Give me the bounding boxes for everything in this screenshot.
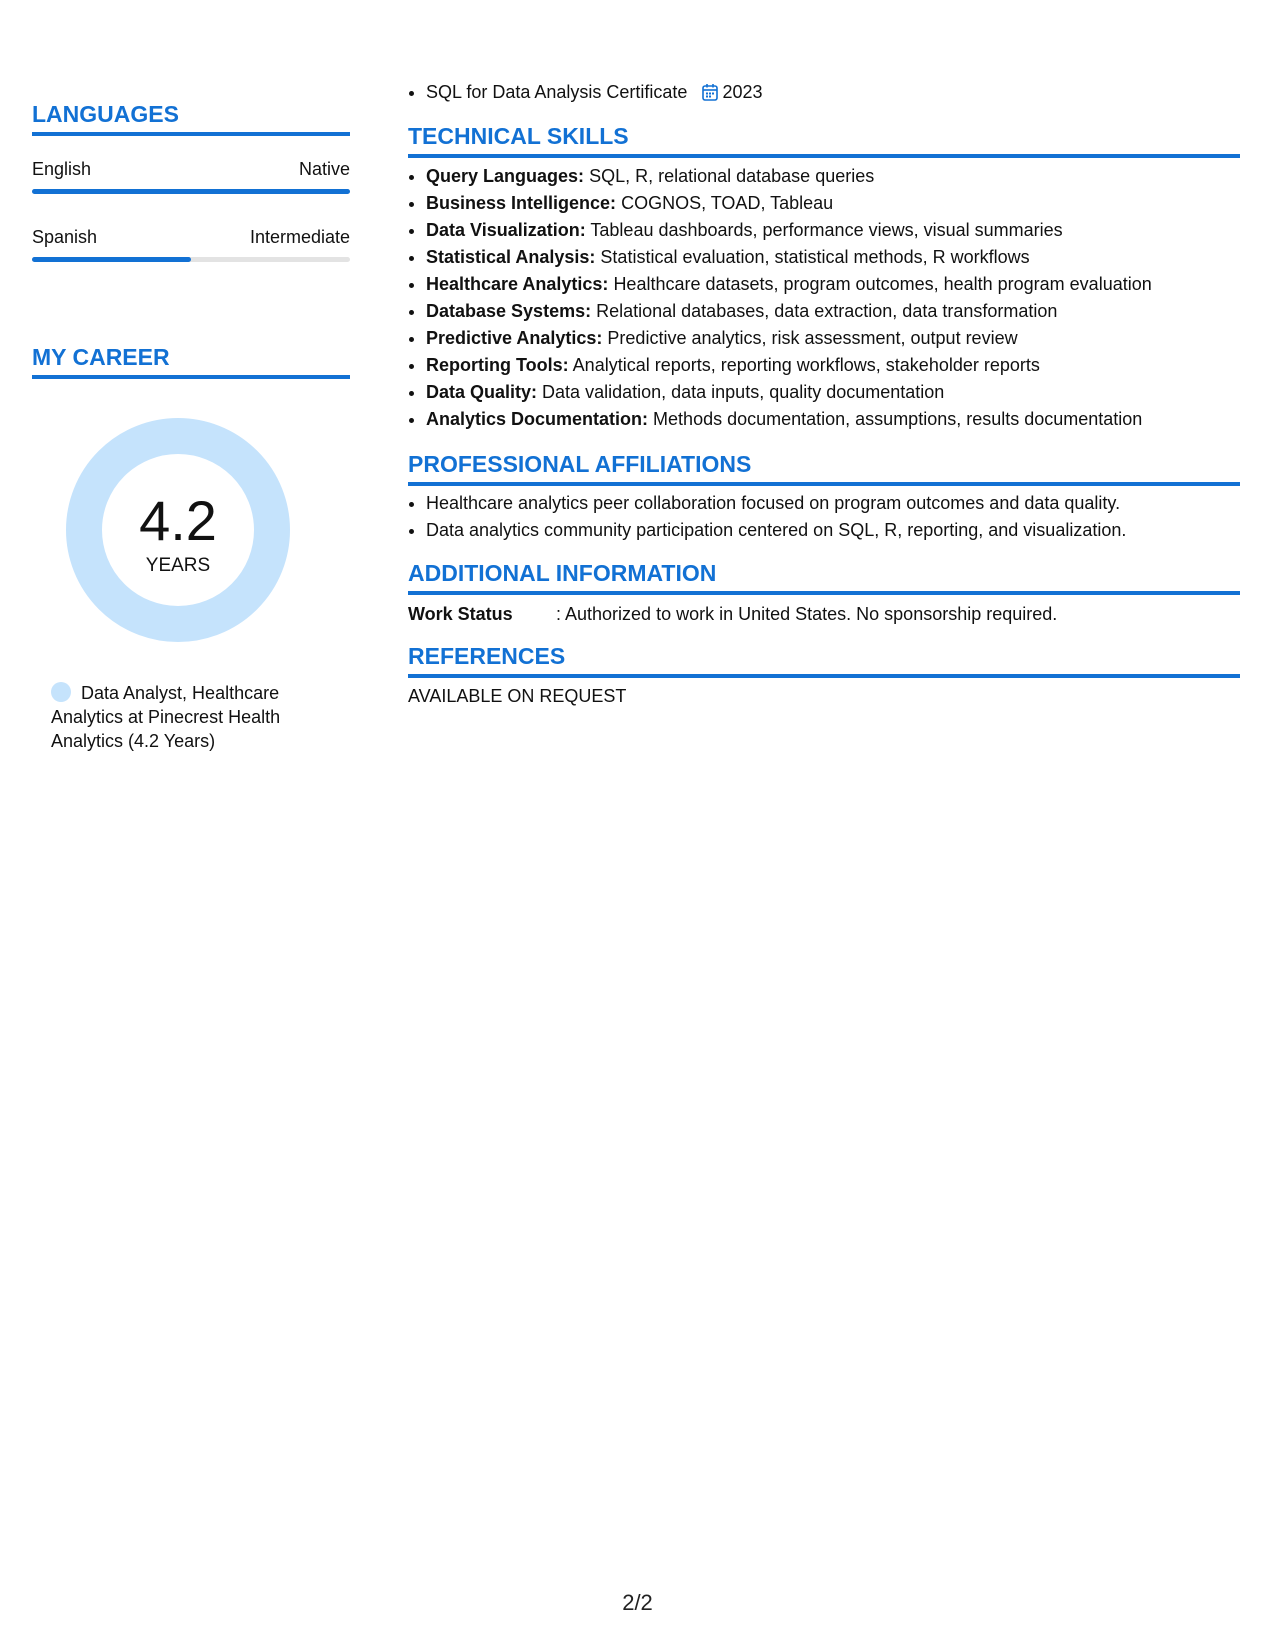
skill-text: Relational databases, data extraction, data transformation	[596, 301, 1058, 321]
legend-dot-icon	[51, 682, 71, 702]
skill-label: Data Visualization:	[426, 220, 586, 240]
page-number: 2/2	[622, 1590, 653, 1615]
skill-text: Data validation, data inputs, quality documentation	[542, 382, 945, 402]
language-level: Intermediate	[249, 227, 350, 247]
career-total-value: 4.2	[139, 489, 217, 552]
skill-item	[426, 406, 1258, 433]
affiliation-item: • Data analytics community participation centered on SQL, R, reporting, and visualization.	[426, 517, 1258, 544]
skill-label: Healthcare Analytics:	[426, 274, 609, 294]
career-heading: MY CAREER	[32, 343, 350, 379]
language-name: English	[32, 159, 92, 179]
skill-text: Tableau dashboards, performance views, visual summaries	[590, 220, 1063, 240]
skill-label: Analytics Documentation:	[426, 409, 649, 429]
skill-item	[426, 190, 1258, 217]
certification-name: SQL for Data Analysis Certificate	[426, 82, 688, 102]
skill-text: COGNOS, TOAD, Tableau	[621, 193, 834, 213]
language-name: Spanish	[32, 227, 98, 247]
skill-label: Data Quality:	[426, 382, 538, 402]
skill-text: Predictive analytics, risk assessment, output review	[607, 328, 1018, 348]
work-status-label: Work Status	[408, 604, 513, 624]
language-proficiency-fill	[32, 257, 191, 262]
certification-year: 2023	[722, 82, 763, 102]
technical-skills-heading: TECHNICAL SKILLS	[408, 122, 1240, 158]
skill-item	[426, 352, 1258, 379]
affiliations-heading: PROFESSIONAL AFFILIATIONS	[408, 450, 1240, 486]
affiliation-item: • Healthcare analytics peer collaboration focused on program outcomes and data quality.	[426, 490, 1258, 517]
skill-item	[426, 163, 1258, 190]
language-proficiency-bar	[32, 257, 350, 262]
skill-label: Reporting Tools:	[426, 355, 569, 375]
language-level: Native	[298, 159, 350, 179]
certification-item	[426, 79, 763, 106]
skill-item	[426, 379, 1258, 406]
skill-label: Predictive Analytics:	[426, 328, 603, 348]
languages-heading: LANGUAGES	[32, 100, 350, 136]
references-text: AVAILABLE ON REQUEST	[408, 686, 627, 706]
skill-item	[426, 298, 1258, 325]
work-status-value: : Authorized to work in United States. No sponsorship required.	[556, 604, 1058, 624]
skill-label: Query Languages:	[426, 166, 585, 186]
calendar-icon	[702, 83, 718, 101]
skill-item	[426, 271, 1258, 298]
career-total-unit: YEARS	[145, 555, 211, 576]
skill-label: Database Systems:	[426, 301, 592, 321]
career-legend-item	[51, 681, 341, 753]
skill-text: Healthcare datasets, program outcomes, health program evaluation	[613, 274, 1152, 294]
skill-text: SQL, R, relational database queries	[589, 166, 875, 186]
skill-item	[426, 325, 1258, 352]
certifications-list	[408, 79, 763, 106]
career-donut-chart	[66, 418, 290, 642]
skill-text: Methods documentation, assumptions, results documentation	[653, 409, 1143, 429]
language-proficiency-fill	[32, 189, 350, 194]
skill-label: Business Intelligence:	[426, 193, 617, 213]
language-item-english	[32, 158, 350, 194]
skill-text: Statistical evaluation, statistical methods, R workflows	[600, 247, 1030, 267]
career-legend-label: Data Analyst, Healthcare Analytics at Pinecrest Health Analytics (4.2 Years)	[51, 683, 281, 751]
skill-item	[426, 217, 1258, 244]
additional-info-heading: ADDITIONAL INFORMATION	[408, 559, 1240, 595]
affiliations-list	[408, 490, 1258, 544]
references-heading: REFERENCES	[408, 642, 1240, 678]
skill-label: Statistical Analysis:	[426, 247, 596, 267]
work-status-row	[408, 602, 1240, 626]
skill-text: Analytical reports, reporting workflows, stakeholder reports	[572, 355, 1040, 375]
skill-item	[426, 244, 1258, 271]
technical-skills-list	[408, 163, 1258, 433]
language-proficiency-bar	[32, 189, 350, 194]
language-item-spanish	[32, 226, 350, 262]
